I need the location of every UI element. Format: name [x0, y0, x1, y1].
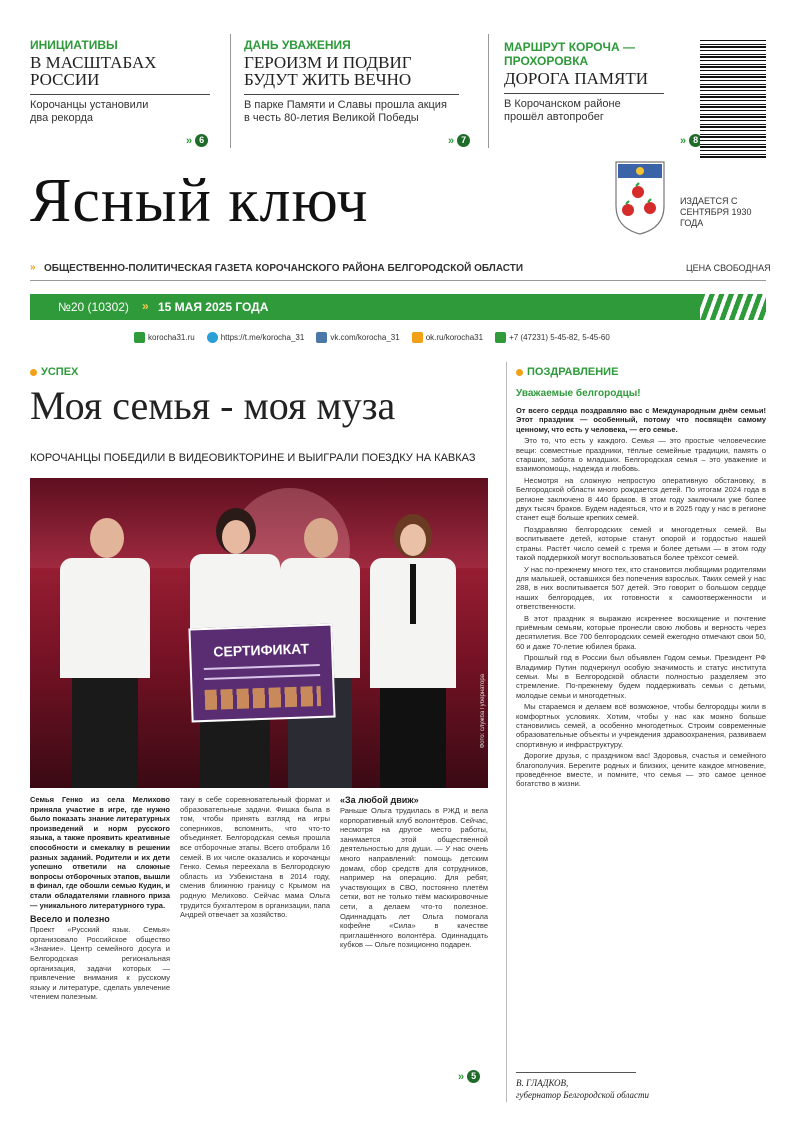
certificate-label: СЕРТИФИКАТ [213, 640, 310, 660]
sidebar-divider [506, 362, 507, 1102]
since-note: ИЗДАЕТСЯ С СЕНТЯБРЯ 1930 ГОДА [680, 196, 752, 228]
vk-icon [316, 332, 327, 343]
contact-vk[interactable]: vk.com/korocha_31 [316, 332, 399, 343]
greeting-paragraph: Прошлый год в России был объявлен Годом семьи. Президент РФ Владимир Путин подчеркнул особую значимость и статус института семьи. Мы в Белгородской области полностью разделяем это стремление. По-прежнему будем поддерживать семьи с детьми, молодые семьи и многодетных. [516, 653, 766, 700]
contact-site[interactable]: korocha31.ru [134, 332, 195, 343]
masthead-title: Ясный ключ [30, 167, 369, 235]
contact-phone[interactable]: +7 (47231) 5-45-82, 5-45-60 [495, 332, 610, 343]
article-paragraph: Проект «Русский язык. Семья» организовало Российское общество «Знание». Центр семейного досуга и Белгородская региональная организация, задачи которых — привлечение внимания к русскому языку и литературе, сделать увлечение чтением полезным. [30, 925, 170, 1002]
photo-credit: Фото: служба Губернатора [480, 673, 486, 748]
section-dot [30, 369, 37, 376]
issue-number: №20 (10302) [58, 300, 129, 314]
contacts-bar [134, 332, 622, 343]
teaser-title: В МАСШТАБАХ РОССИИ [30, 53, 157, 89]
article-column-2 [180, 795, 330, 920]
article-paragraph: Раньше Ольга трудилась в РЖД и вела корпоративный клуб волонтёров. Сейчас, несмотря на другое место работы, занимается этой общественной деятельностью для души. — У нас очень много направлений: помощь детским домам, сбор средств для сотрудников, например на операцию. Для ребят, участвующих в СВО, постоянно плетём сетки, вот не только ткём маскировочные сети, а делаем что-то полезное. Одиннадцать лет Ольга помогала кофейне «Сила» в качестве приглашённого волонтёра. Одиннадцать кубков — Ольге позиционно подарен. [340, 806, 488, 950]
price-note: ЦЕНА СВОБОДНАЯ [686, 263, 771, 273]
person-figure [370, 514, 456, 788]
contact-telegram[interactable]: https://t.me/korocha_31 [207, 332, 305, 343]
masthead-rule [30, 280, 766, 281]
teaser-text: В парке Памяти и Славы прошла акция в честь 80-летия Великой Победы [244, 99, 447, 124]
signature-rule [516, 1072, 636, 1073]
teaser-text: Корочанцы установили два рекорда [30, 99, 149, 124]
teaser-kicker: ИНИЦИАТИВЫ [30, 38, 118, 52]
article-subhead: КОРОЧАНЦЫ ПОБЕДИЛИ В ВИДЕОВИКТОРИНЕ И ВЫИГРАЛИ ПОЕЗДКУ НА КАВКАЗ [30, 452, 476, 464]
page-ref-8[interactable]: » 8 [680, 134, 702, 147]
ok-icon [412, 332, 423, 343]
page-ref-5[interactable]: » 5 [458, 1070, 480, 1083]
page-ref-6[interactable]: » 6 [186, 134, 208, 147]
section-dot [516, 369, 523, 376]
coat-of-arms-emblem [612, 158, 668, 236]
teaser-title: ГЕРОИЗМ И ПОДВИГ БУДУТ ЖИТЬ ВЕЧНО [244, 53, 412, 89]
greeting-paragraph: Это то, что есть у каждого. Семья — это простые человеческие вещи: совместные праздники, тёплые семейные традиции, память о старших, забота о младших. Белгородская семья – это уважение и взаимопомощь, надежда и любовь. [516, 436, 766, 474]
column-divider [488, 34, 489, 148]
section-label-success: УСПЕХ [30, 366, 78, 378]
teaser-text: В Корочанском районе прошёл автопробег [504, 98, 621, 123]
subheading-fun: Весело и полезно [30, 914, 110, 925]
teaser-divider [244, 94, 459, 95]
teaser-title: ДОРОГА ПАМЯТИ [504, 69, 648, 88]
teaser-2[interactable] [244, 38, 464, 125]
article-headline: Моя семья - моя муза [30, 383, 396, 428]
article-column-3 [340, 795, 488, 950]
section-label-greeting: ПОЗДРАВЛЕНИЕ [516, 366, 618, 378]
greeting-paragraph: Дорогие друзья, с праздником вас! Здоровья, счастья и семейного благополучия. Берегите родных и близких, цените каждое мгновение, проведённое вместе, и помните, что семья — это самое ценное богатство в жизни. [516, 751, 766, 789]
greeting-title: Уважаемые белгородцы! [516, 388, 641, 399]
person-figure [60, 518, 150, 788]
teaser-3[interactable] [504, 40, 674, 124]
greeting-paragraph: В этот праздник я выражаю искреннее восхищение и почтение приёмным семьям, которые пронесли свою любовь и верность через десятилетия. Все 700 белгородских семей ежегодно отмечают свои 50, 60 и даже 70-летие юбилея брака. [516, 613, 766, 651]
column-divider [230, 34, 231, 148]
issue-band [30, 294, 730, 320]
greeting-lead: От всего сердца поздравляю вас с Международным днём семьи! Этот праздник — особенный, потому что посвящён самому ценному, что есть у человека, — его семье. [516, 406, 766, 434]
newspaper-subtitle: ОБЩЕСТВЕННО-ПОЛИТИЧЕСКАЯ ГАЗЕТА КОРОЧАНСКОГО РАЙОНА БЕЛГОРОДСКОЙ ОБЛАСТИ [44, 263, 524, 274]
barcode-image [700, 38, 766, 158]
teaser-1[interactable] [30, 38, 220, 125]
band-arrows: » [142, 299, 149, 313]
article-paragraph: таку в себе соревновательный формат и образовательные задачи. Фишка была в том, чтобы принять взгляд на игры соперников, вспомнить, что что-то объединяет. Белгородская семья прошла все отборочные этапы. Всего отобрали 16 семей. В их числе оказались и корочанцы Генко. Семья переехала в Белгородскую область из Узбекистана в 2014 году, сменив ближнюю границу с Крымом на родную Мелихово. Сейчас мама Ольга трудится бухгалтером в организации, папа Андрей отвечает за хозяйство. [180, 795, 330, 920]
teaser-kicker: ДАНЬ УВАЖЕНИЯ [244, 38, 351, 52]
issue-date: 15 МАЯ 2025 ГОДА [158, 300, 269, 314]
article-photo [30, 478, 488, 788]
teaser-divider [30, 94, 210, 95]
contact-ok[interactable]: ok.ru/korocha31 [412, 332, 483, 343]
greeting-paragraph: Мы стараемся и делаем всё возможное, чтобы белгородцы жили в комфортных условиях. Хотим, чтобы у нас как можно больше становились семей, а особенно многодетных. Строим современные образовательные объекты и учреждения здравоохранения, развиваем спортивную и инфраструктуру. [516, 702, 766, 749]
phone-icon [495, 332, 506, 343]
article-column-1 [30, 795, 170, 1002]
certificate-board [188, 624, 335, 723]
telegram-icon [207, 332, 218, 343]
article-lead: Семья Генко из села Мелихово приняла участие в игре, где нужно было показать знание литературных произведений и норм русского языка, а также проявить креативные способности и смекалку в решении разных заданий. Родители и их дети успешно ответили на сложные вопросы отборочных этапов, вышли в финал, где обошли семью Кудин, и стали обладателями главного приза — уникального литературного тура. [30, 795, 170, 910]
teaser-kicker: МАРШРУТ КОРОЧА — ПРОХОРОВКА [504, 40, 635, 68]
greeting-body [516, 406, 766, 791]
greeting-paragraph: Поздравляю белгородских семей и многодетных семей. Вы воспитываете детей, которые станут опорой и гордостью нашей страны. Растёт число семей с тремя и более детьми — в этом году такой поддержкой могут воспользоваться более трёхсот семей. [516, 524, 766, 563]
teaser-divider [504, 93, 664, 94]
subtitle-arrows: » [30, 262, 36, 273]
greeting-paragraph: Несмотря на сложную непростую оперативную обстановку, в Белгородской области много рождается детей. По итогам 2024 года в регионе заключено 8 440 браков. В этом году заключили уже более двух тысяч браков. Будем надеяться, что и в 2025 году у нас в регионе станет ещё больше крепких семей. [516, 475, 766, 523]
globe-icon [134, 332, 145, 343]
greeting-paragraph: У нас по-прежнему много тех, кто становится любящими родителями для малышей, оставшихся без попечения взрослых. Таких семей у нас 288, в них воспитывается 507 детей. Это говорит о большом сердце наших белгородцев, их готовности к самоотверженности и ответственности. [516, 564, 766, 612]
band-stripes [700, 294, 766, 320]
page-ref-7[interactable]: » 7 [448, 134, 470, 147]
signature-name: В. ГЛАДКОВ, [516, 1078, 569, 1088]
subheading-quote: «За любой движ» [340, 795, 419, 805]
signature-role: губернатор Белгородской области [516, 1090, 650, 1100]
